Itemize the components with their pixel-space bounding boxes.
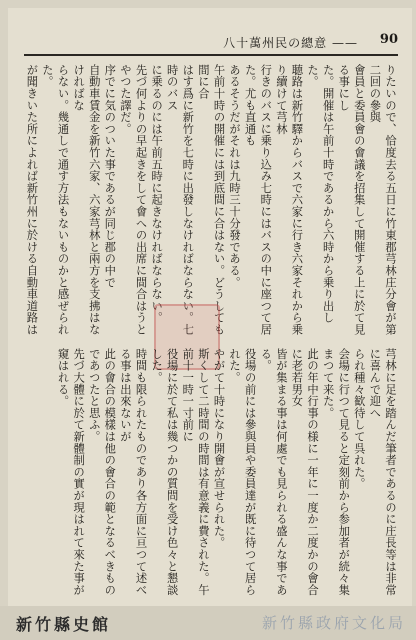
archive-footer xyxy=(0,606,416,640)
body-text-upper: りたいので、恰度去る五日に竹東郡芎林庄分會が第二回の參與 會員と委員會の會議を招集して開催する上に於て見る事にし た。開催は午前十時であるから六時から乗り出した。 聴路は新竹驛からバスで六家に行き六家それから乗り續けて芎林 行きのバスに乗り込み七時にはバスの中に座つて居た。尤も直通も あるそうだがそれは九時三十分發である。 午前十時の開催には到底間に合はない。どうしても間に合 はす爲に新竹を七時に出發しなければならない。七時のバス に乗るのには午前五時に起きなければならない。 先づ何よりの早起きをして會への出席に間合はうとやつた譯だ。 序でに気のついた事であるが同じ郡の中で 自動車賃金を新竹六家、六家芎林と兩方を支拂はなければな らない。幾通しで通す方法もないものかと感ぜられた。 が聞きいた所によれば新竹州に於ける自動車道路は xyxy=(25,64,397,336)
page-header xyxy=(24,28,398,56)
running-title: 八十萬州民の總意 —— xyxy=(223,36,358,50)
page-number: 90 xyxy=(379,32,398,47)
body-text-lower: 芎林に足を踏んだ筆者であるのに庄長等は非常に喜んで迎へ られ種々歓待して呉れた。 会場に行つて見ると定刻前から参加者が続々集まつて来た。 此の年中行事の様に一年に一度か二度かの會合に老若男女 皆が集まる事は何處でも見られる盛んな事である。 役場の前には參與員や委員達が既に待つて居られた。 やがて十時になり開會が宣せられた。 斯くして二時間の時間は有意義に費された。午前十一時一寸前に 役場に於て私は幾つかの質問を受け色々と懇談した。 時間も限られたものであり各方面に亘つて述べる事は出來ないが 此の會合の模樣は他の會合の範となるべきものであつたと思ふ。 先づ大體に於て新體制の實が現はれて來た事が窺はれる。 xyxy=(56,348,397,596)
archive-logo-left: 新竹縣史館 xyxy=(16,615,112,634)
archive-watermark-right: 新竹縣政府文化局 xyxy=(261,614,406,632)
document-page xyxy=(8,8,412,606)
